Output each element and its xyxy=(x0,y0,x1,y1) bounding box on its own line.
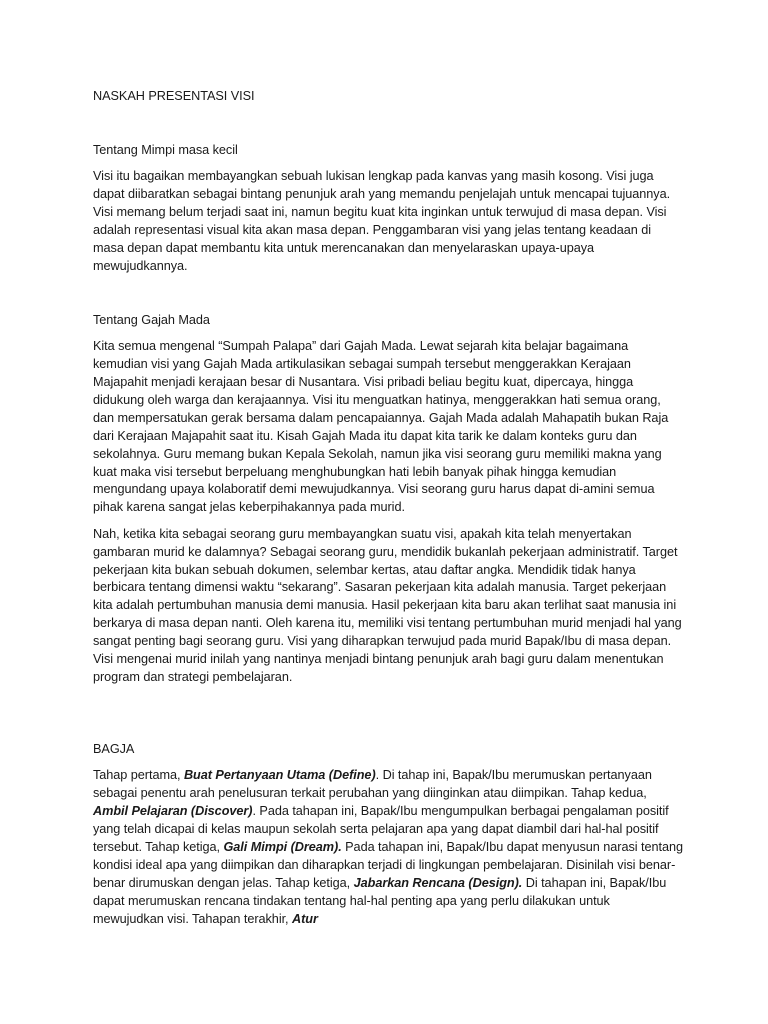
bagja-step-discover: Ambil Pelajaran (Discover) xyxy=(93,804,253,819)
bagja-text-4: Pada tahapan ini, Bapak/Ibu dapat menyusun narasi tentang kondisi ideal apa yang diimpikan dan diharapkan terjadi di lingkungan pembelajaran. Disinilah visi benar-benar dirumuskan dengan jelas. Tahap ketiga, xyxy=(93,839,683,890)
paragraph-gajah-mada-2: Nah, ketika kita sebagai seorang guru membayangkan suatu visi, apakah kita telah menyertakan gambaran murid ke dalamnya? Sebagai seorang guru, mendidik bukanlah pekerjaan administratif. Target pekerjaan kita bukan sebuah dokumen, selembar kertas, atau daftar angka. Mendidik tidak hanya berbicara tentang dimensi waktu “sekarang”. Sasaran pekerjaan kita adalah manusia. Target pekerjaan kita adalah pertumbuhan manusia demi manusia. Hasil pekerjaan kita baru akan terlihat saat manusia ini berkarya di masa depan nanti. Oleh karena itu, memiliki visi tentang pertumbuhan murid menjadi hal yang sangat penting bagi seorang guru. Visi yang diharapkan terwujud pada murid Bapak/Ibu di masa depan. Visi mengenai murid inilah yang nantinya menjadi bintang penunjuk arah bagi guru dalam menentukan program dan strategi pembelajaran. xyxy=(93,526,682,684)
section-heading-mimpi: Tentang Mimpi masa kecil xyxy=(93,142,238,157)
bagja-text-5: Di tahapan ini, Bapak/Ibu dapat merumuskan rencana tindakan tentang hal-hal penting apa yang perlu dilakukan untuk mewujudkan visi. Tahapan terakhir, xyxy=(93,875,667,926)
section-heading-bagja: BAGJA xyxy=(93,741,135,756)
document-body xyxy=(93,88,683,937)
document-title: NASKAH PRESENTASI VISI xyxy=(93,89,255,103)
bagja-step-design: Jabarkan Rencana (Design). xyxy=(353,875,523,890)
bagja-step-atur: Atur xyxy=(292,911,318,926)
paragraph-mimpi: Visi itu bagaikan membayangkan sebuah lukisan lengkap pada kanvas yang masih kosong. Visi juga dapat diibaratkan sebagai bintang penunjuk arah yang memandu penjelajah untuk mencapai tujuannya. Visi memang belum terjadi saat ini, namun begitu kuat kita inginkan untuk terwujud di masa depan. Visi adalah representasi visual kita akan masa depan. Penggambaran visi yang jelas tentang keadaan di masa depan dapat membantu kita untuk merencanakan dan menyelaraskan upaya-upaya mewujudkannya. xyxy=(93,169,671,273)
bagja-text-3: . Pada tahapan ini, Bapak/Ibu mengumpulkan berbagai pengalaman positif yang telah dicapai di kelas maupun sekolah serta pelajaran apa yang dapat diambil dari hal-hal positif tersebut. Tahap ketiga, xyxy=(93,804,669,854)
section-heading-gajah-mada: Tentang Gajah Mada xyxy=(93,312,210,327)
bagja-step-define: Buat Pertanyaan Utama (Define) xyxy=(183,768,376,783)
bagja-text-1: Tahap pertama, xyxy=(93,768,184,783)
bagja-step-dream: Gali Mimpi (Dream). xyxy=(223,839,342,854)
bagja-text-2: . Di tahap ini, Bapak/Ibu merumuskan pertanyaan sebagai penentu arah penelusuran terkait perubahan yang diinginkan atau diimpikan. Tahap kedua, xyxy=(93,768,652,801)
paragraph-bagja xyxy=(93,767,683,928)
paragraph-gajah-mada-1: Kita semua mengenal “Sumpah Palapa” dari Gajah Mada. Lewat sejarah kita belajar bagaimana kemudian visi yang Gajah Mada artikulasikan sebagai sumpah tersebut menggerakkan Kerajaan Majapahit menjadi kerajaan besar di Nusantara. Visi pribadi beliau begitu kuat, dipercaya, hingga didukung oleh warga dan kerajaannya. Visi itu menguatkan hatinya, menggerakkan hati semua orang, dan mempersatukan gerak bersama dalam pencapaiannya. Gajah Mada adalah Mahapatih bukan Raja dari Kerajaan Majapahit saat itu. Kisah Gajah Mada itu dapat kita tarik ke dalam konteks guru dan sekolahnya. Guru memang bukan Kepala Sekolah, namun jika visi seorang guru memiliki makna yang kuat maka visi tersebut berpeluang menghubungkan hati lebih banyak pihak hingga kemudian mengundang upaya kolaboratif demi mewujudkannya. Visi seorang guru harus dapat di-amini semua pihak karena sangat jelas keberpihakannya pada murid. xyxy=(93,339,669,515)
